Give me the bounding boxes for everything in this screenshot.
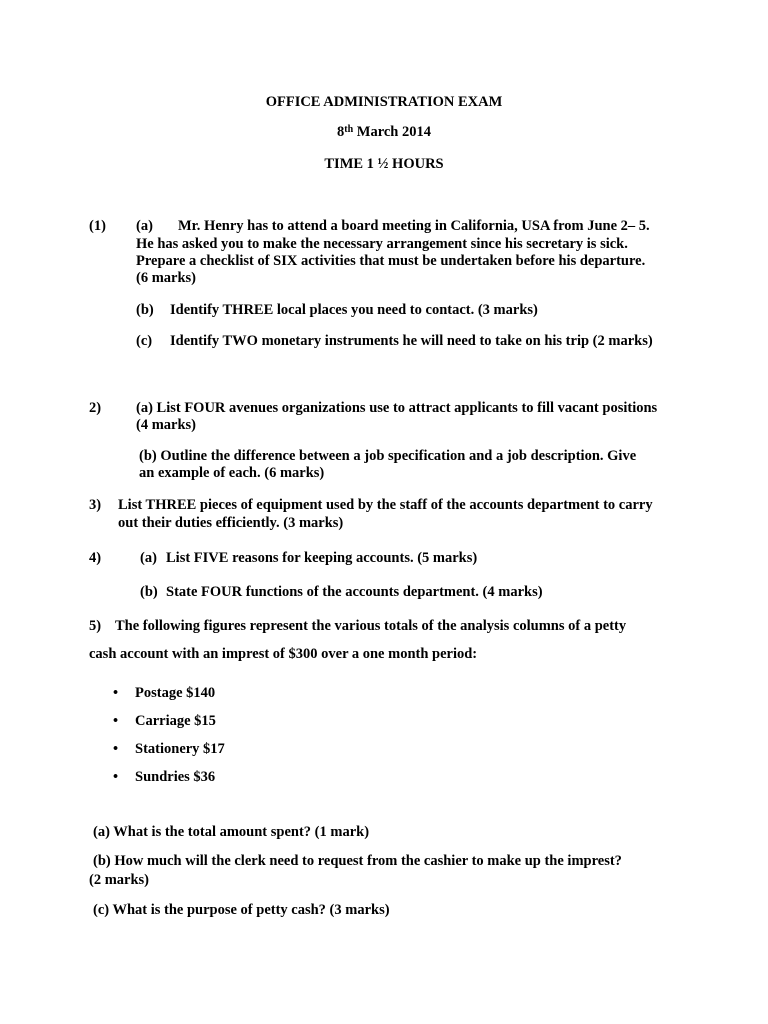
- q5-number: 5): [89, 618, 102, 634]
- exam-time: TIME 1 ½ HOURS: [324, 156, 444, 172]
- q5-c-text: (c) What is the purpose of petty cash? (3 marks): [93, 902, 390, 918]
- q1-b-label: (b): [136, 302, 154, 318]
- q2-a-line-1: (a) List FOUR avenues organizations use to attract applicants to fill vacant positions: [136, 400, 658, 416]
- date-month-year: March 2014: [353, 124, 432, 140]
- q4-b-text: State FOUR functions of the accounts department. (4 marks): [166, 584, 543, 600]
- list-item: Carriage $15: [135, 713, 216, 729]
- date-day: 8: [336, 124, 345, 140]
- q3-number: 3): [89, 497, 102, 513]
- list-item: Sundries $36: [135, 769, 216, 785]
- q4-a-text: List FIVE reasons for keeping accounts. (5 marks): [166, 550, 478, 566]
- q3-line-2: out their duties efficiently. (3 marks): [118, 515, 344, 531]
- q1-a-line-2: He has asked you to make the necessary arrangement since his secretary is sick.: [136, 236, 628, 252]
- bullet: •: [113, 685, 119, 701]
- q2-b-line-1: (b) Outline the difference between a job specification and a job description. Give: [139, 448, 637, 464]
- q5-b-line-2: (2 marks): [89, 872, 150, 888]
- q1-a-line-3: Prepare a checklist of SIX activities that must be undertaken before his departure.: [136, 253, 646, 269]
- bullet: •: [113, 741, 119, 757]
- q5-intro-line-2: cash account with an imprest of $300 over a one month period:: [89, 646, 478, 662]
- q4-a-label: (a): [140, 550, 157, 566]
- q2-number: 2): [89, 400, 102, 416]
- bullet: •: [113, 769, 119, 785]
- bullet: •: [113, 713, 119, 729]
- exam-title: OFFICE ADMINISTRATION EXAM: [265, 94, 503, 110]
- q1-a-line-1: Mr. Henry has to attend a board meeting in California, USA from June 2– 5.: [178, 218, 650, 234]
- exam-date: [0, 124, 768, 141]
- q3-line-1: List THREE pieces of equipment used by the staff of the accounts department to carry: [118, 497, 653, 513]
- list-item: Stationery $17: [135, 741, 225, 757]
- q1-a-label: (a): [136, 218, 153, 234]
- date-suffix: th: [344, 124, 354, 135]
- q5-a-text: (a) What is the total amount spent? (1 mark): [93, 824, 370, 840]
- q5-intro-line-1: The following figures represent the various totals of the analysis columns of a petty: [115, 618, 627, 634]
- q4-b-label: (b): [140, 584, 158, 600]
- q1-number: (1): [89, 218, 106, 234]
- q2-a-line-2: (4 marks): [136, 417, 197, 433]
- q2-b-line-2: an example of each. (6 marks): [139, 465, 325, 481]
- q1-b-text: Identify THREE local places you need to contact. (3 marks): [170, 302, 538, 318]
- q1-c-label: (c): [136, 333, 153, 349]
- list-item: Postage $140: [135, 685, 216, 701]
- q4-number: 4): [89, 550, 102, 566]
- q1-a-line-4: (6 marks): [136, 270, 197, 286]
- q1-c-text: Identify TWO monetary instruments he will need to take on his trip (2 marks): [170, 333, 653, 349]
- q5-b-line-1: (b) How much will the clerk need to request from the cashier to make up the imprest?: [93, 853, 622, 869]
